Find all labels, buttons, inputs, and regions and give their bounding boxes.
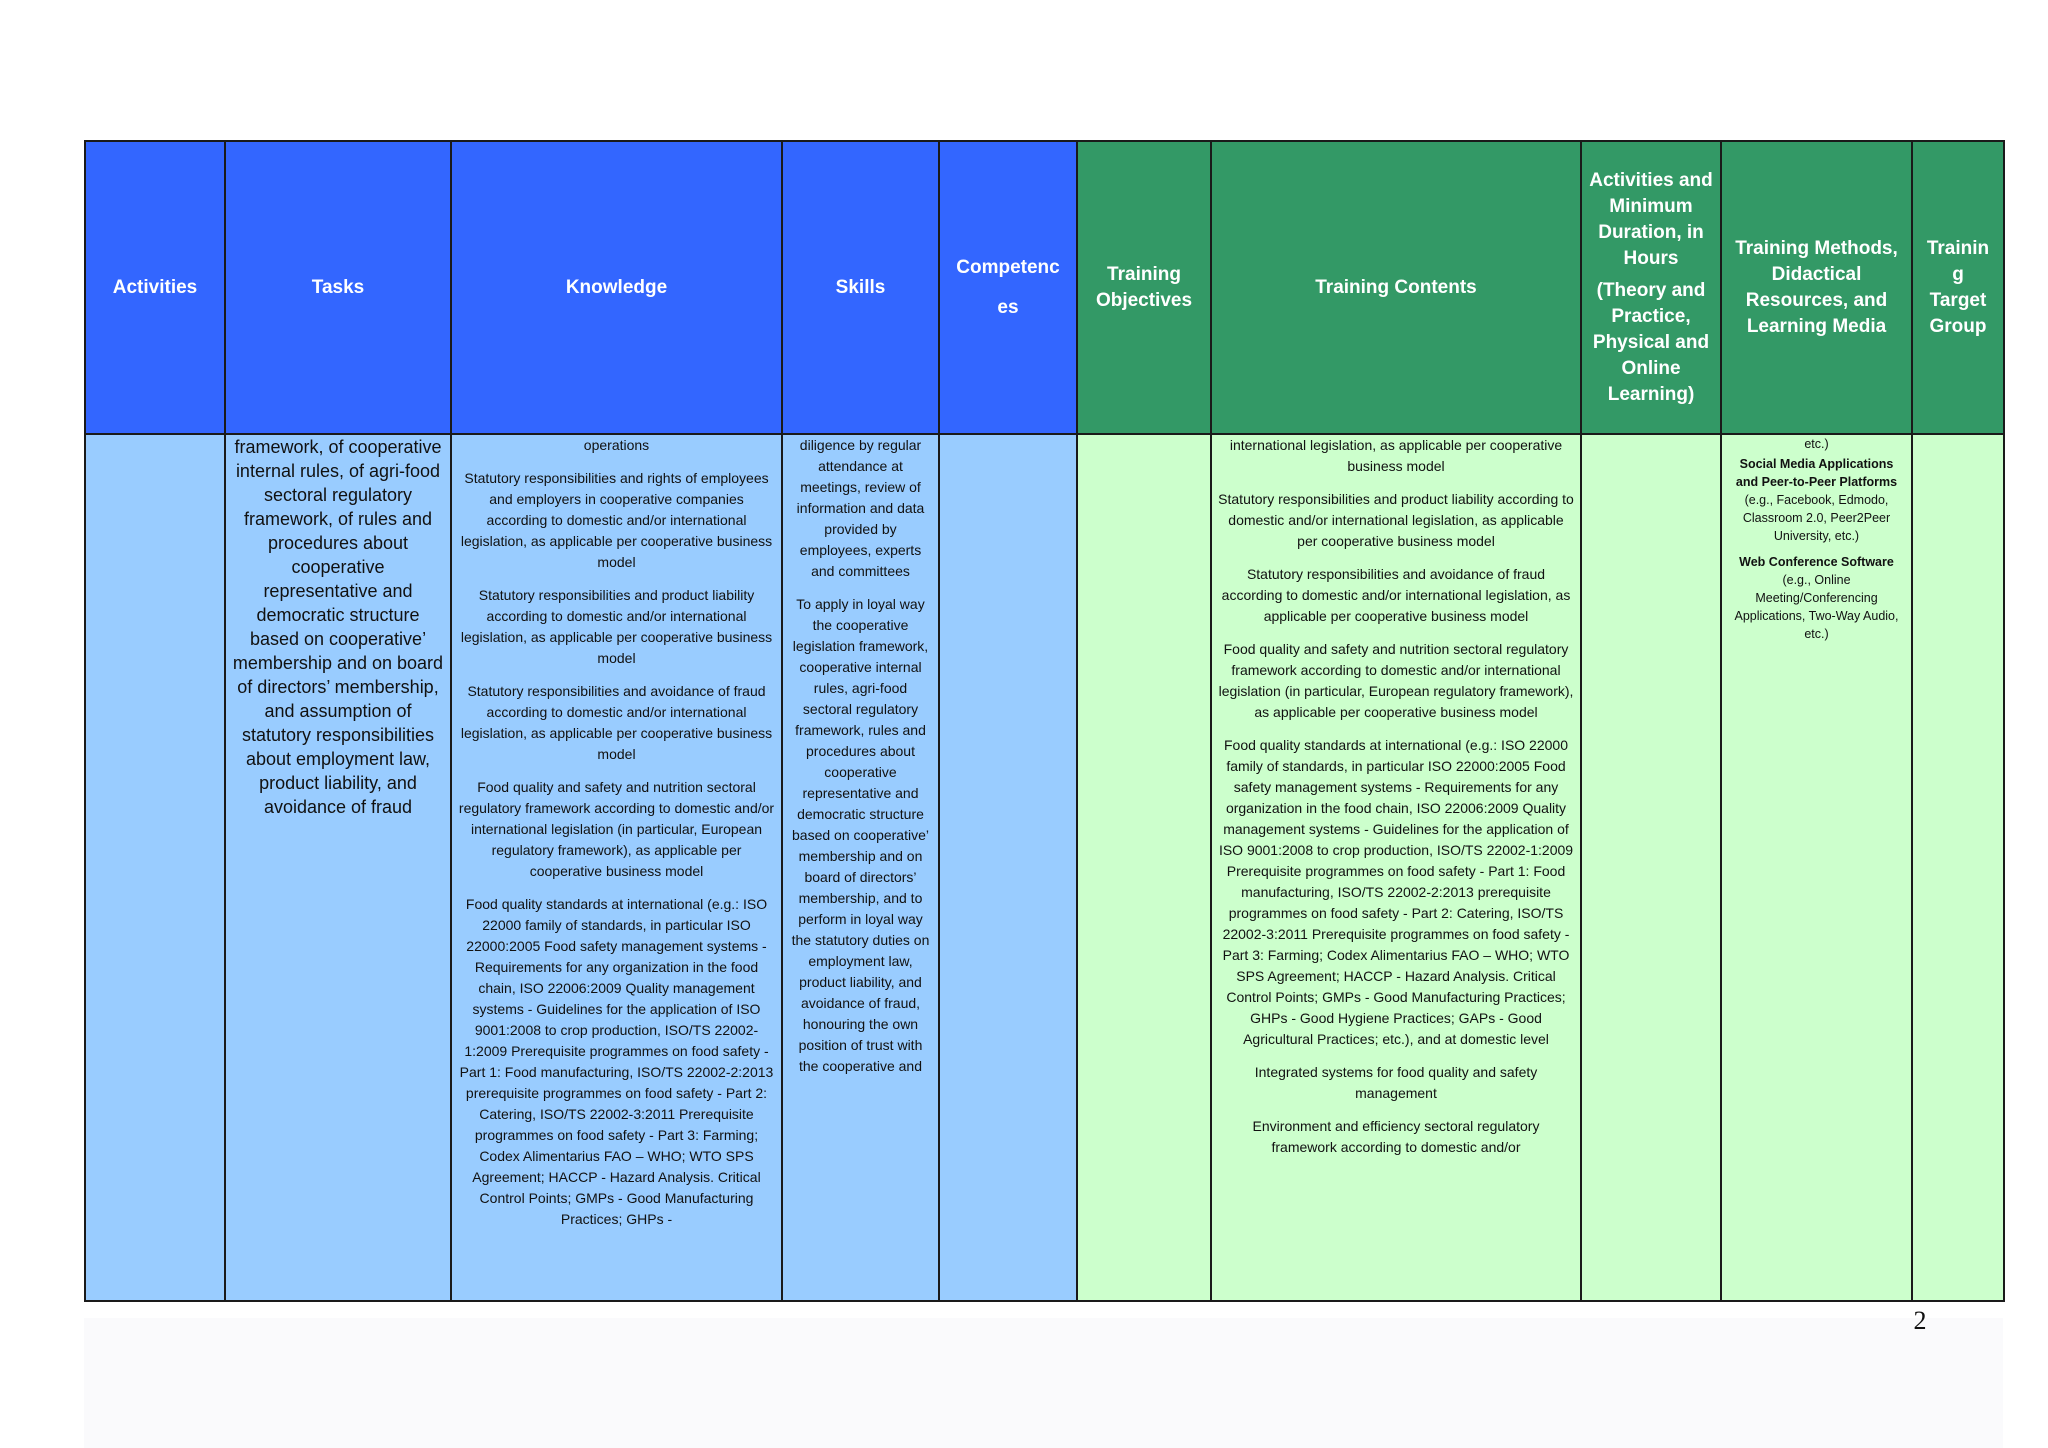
cell-skills [782,434,939,1301]
cell-duration [1581,434,1721,1301]
contents-paragraph: Food quality and safety and nutrition sectoral regulatory framework according to domestic and/or international legislation (in particular, European regulatory framework), as applicable per cooperative business model [1218,641,1574,720]
header-competences-label: Competenc es [956,256,1060,318]
methods-social-title: Social Media Applications and Peer-to-Peer Platforms [1735,457,1898,489]
contents-paragraph: Environment and efficiency sectoral regulatory framework according to domestic and/or [1252,1118,1540,1155]
skills-paragraph: To apply in loyal way the cooperative legislation framework, cooperative internal rules, agri-food sectoral regulatory framework, rules and procedures about cooperative representative and democratic structure based on cooperative’ membership and on board of directors’ membership, and to perform in loyal way the statutory duties on employment law, product liability, and avoidance of fraud, honouring the own position of trust with the cooperative and [791,596,930,1074]
contents-paragraph: international legislation, as applicable per cooperative business model [1229,437,1563,474]
cell-training-objectives [1077,434,1211,1301]
cell-target-group [1912,434,2004,1301]
cell-activities [85,434,225,1301]
methods-social-media [1728,455,1905,545]
header-target-group [1912,141,2004,434]
methods-web-rest: (e.g., Online Meeting/Conferencing Applications, Two-Way Audio, etc.) [1734,573,1899,641]
knowledge-paragraph: Statutory responsibilities and avoidance of fraud according to domestic and/or international legislation, as applicable per cooperative business model [460,683,773,762]
skills-paragraph: diligence by regular attendance at meetings, review of information and data provided by employees, experts and committees [796,437,925,579]
methods-intro: etc.) [1804,437,1829,451]
methods-web-title: Web Conference Software [1739,555,1894,569]
header-activities: Activities [85,141,225,434]
header-row [85,141,2004,434]
knowledge-paragraph: Food quality standards at international (e.g.: ISO 22000 family of standards, in particular ISO 22000:2005 Food safety management systems - Requirements for any organization in the food chain, ISO 22006:2009 Quality management systems - Guidelines for the application of ISO 9001:2008 to crop production, ISO/TS 22002-1:2009 Prerequisite programmes on food safety - Part 1: Food manufacturing, ISO/TS 22002-2:2013 prerequisite programmes on food safety - Part 2: Catering, ISO/TS 22002-3:2011 Prerequisite programmes on food safety - Part 3: Farming; Codex Alimentarius FAO – WHO; WTO SPS Agreement; HACCP - Hazard Analysis. Critical Control Points; GMPs - Good Manufacturing Practices; GHPs - [459,896,774,1227]
cell-competences [939,434,1077,1301]
header-knowledge: Knowledge [451,141,782,434]
cell-training-methods [1721,434,1912,1301]
header-training-objectives: Training Objectives [1077,141,1211,434]
contents-paragraph: Statutory responsibilities and product liability according to domestic and/or international legislation, as applicable per cooperative business model [1218,491,1574,549]
header-tasks: Tasks [225,141,451,434]
methods-social-rest: (e.g., Facebook, Edmodo, Classroom 2.0, Peer2Peer University, etc.) [1742,493,1891,543]
knowledge-paragraph: Food quality and safety and nutrition sectoral regulatory framework according to domestic and/or international legislation (in particular, European regulatory framework), as applicable per cooperative business model [458,779,775,879]
header-duration-main: Activities and Minimum Duration, in Hours [1589,169,1713,269]
competence-table [84,140,2005,1302]
header-competences [939,141,1077,434]
knowledge-paragraph: Statutory responsibilities and product liability according to domestic and/or international legislation, as applicable per cooperative business model [460,587,773,666]
header-duration-sub: (Theory and Practice, Physical and Online Learning) [1592,279,1710,405]
table-row [85,434,2004,1301]
cell-tasks: framework, of cooperative internal rules, of agri-food sectoral regulatory framework, of rules and procedures about cooperative representative and democratic structure based on cooperative’ membership and on board of directors’ membership, and assumption of statutory responsibilities about employment law, product liability, and avoidance of fraud [225,434,451,1301]
page-number: 2 [1913,1306,1927,1335]
header-target-group-label: Trainin g Target Group [1926,237,1990,337]
header-skills: Skills [782,141,939,434]
header-training-methods: Training Methods, Didactical Resources, and Learning Media [1721,141,1912,434]
header-training-contents: Training Contents [1211,141,1581,434]
methods-web-conference [1728,553,1905,643]
cell-training-contents [1211,434,1581,1301]
header-duration [1581,141,1721,434]
cell-knowledge [451,434,782,1301]
knowledge-paragraph: Statutory responsibilities and rights of employees and employers in cooperative companies according to domestic and/or international legislation, as applicable per cooperative business model [460,470,773,570]
knowledge-paragraph: operations [583,437,650,453]
contents-paragraph: Statutory responsibilities and avoidance of fraud according to domestic and/or international legislation, as applicable per cooperative business model [1221,566,1571,624]
contents-paragraph: Food quality standards at international (e.g.: ISO 22000 family of standards, in particular ISO 22000:2005 Food safety management systems - Requirements for any organization in the food chain, ISO 22006:2009 Quality management systems - Guidelines for the application of ISO 9001:2008 to crop production, ISO/TS 22002-1:2009 Prerequisite programmes on food safety - Part 1: Food manufacturing, ISO/TS 22002-2:2013 prerequisite programmes on food safety - Part 2: Catering, ISO/TS 22002-3:2011 Prerequisite programmes on food safety - Part 3: Farming; Codex Alimentarius FAO – WHO; WTO SPS Agreement; HACCP - Hazard Analysis. Critical Control Points; GMPs - Good Manufacturing Practices; GHPs - Good Hygiene Practices; GAPs - Good Agricultural Practices; etc.), and at domestic level [1218,737,1574,1047]
page-shade [84,1318,2003,1448]
contents-paragraph: Integrated systems for food quality and safety management [1254,1064,1538,1101]
